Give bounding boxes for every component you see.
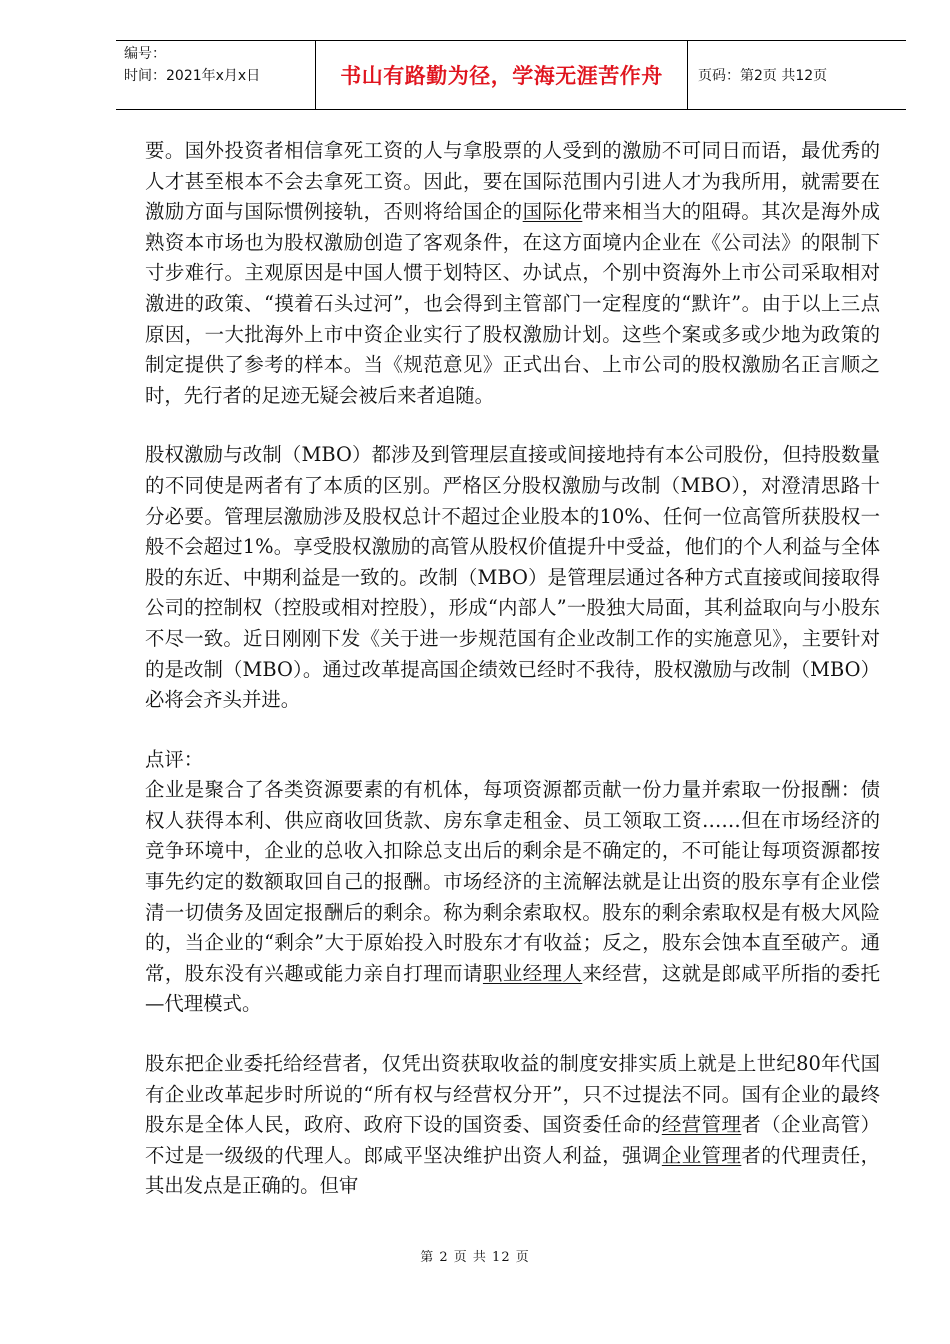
paragraph-3-text: 企业是聚合了各类资源要素的有机体，每项资源都贡献一份力量并索取一份报酬：债权人获得本利、供应商收回货款、房东拿走租金、员工领取工资……但在市场经济的竞争环境中，企业的总收入扣除总支出后的剩余是不确定的，不可能让每项资源都按事先约定的数额取回自己的报酬。市场经济的主流解法就是让出资的股东享有企业偿清一切债务及固定报酬后的剩余。称为剩余索取权。股东的剩余索取权是有极大风险的，当企业的“剩余”大于原始投入时股东才有收益；反之，股东会蚀本直至破产。通常，股东没有兴趣或能力亲自打理而请: [145, 778, 880, 985]
page-header: [116, 40, 906, 110]
link-internationalization[interactable]: 国际化: [522, 200, 583, 224]
paragraph-1-text: 要。国外投资者相信拿死工资的人与拿股票的人受到的激励不可同日而语，最优秀的人才甚至根本不会去拿死工资。因此，要在国际范围内引进人才为我所用，就需要在激励方面与国际惯例接轨，否则将给国企的: [145, 139, 880, 224]
header-motto: 书山有路勤为径，学海无涯苦作舟: [340, 64, 663, 88]
paragraph-1: [145, 136, 880, 411]
header-page-number: 页码：第2页 共12页: [698, 68, 828, 84]
document-time-label: 时间：2021年x月x日: [124, 68, 261, 84]
link-professional-manager[interactable]: 职业经理人: [482, 961, 583, 985]
paragraph-3: [145, 775, 880, 1020]
paragraph-4-text-mid: 者（企业高管）不过是一级级的代理人。郎咸平坚决维护出资人利益，强调: [145, 1113, 881, 1167]
paragraph-4-text-rest: 者的代理责任，其出发点是正确的。但审: [145, 1143, 881, 1198]
document-body: [145, 136, 880, 1202]
header-meta: [116, 41, 316, 109]
paragraph-4: [145, 1049, 880, 1202]
header-motto-cell: [316, 41, 688, 109]
page-footer: 第 2 页 共 12 页: [420, 1250, 530, 1265]
paragraph-4-text: 股东把企业委托给经营者，仅凭出资获取收益的制度安排实质上就是上世纪80年代国有企业改革起步时所说的“所有权与经营权分开”，只不过提法不同。国有企业的最终股东是全体人民，政府、政府下设的国资委、国资委任命的: [145, 1052, 880, 1137]
paragraph-1-text-rest: 带来相当大的阻碍。其次是海外成熟资本市场也为股权激励创造了客观条件，在这方面境内企业在《公司法》的限制下寸步难行。主观原因是中国人惯于划特区、办试点，个别中资海外上市公司采取相对激进的政策、“摸着石头过河”，也会得到主管部门一定程度的“默许”。由于以上三点原因，一大批海外上市中资企业实行了股权激励计划。这些个案或多或少地为政策的制定提供了参考的样本。当《规范意见》正式出台、上市公司的股权激励名正言顺之时，先行者的足迹无疑会被后来者追随。: [145, 200, 881, 407]
link-enterprise-management[interactable]: 企业管理: [661, 1143, 742, 1167]
paragraph-2: 股权激励与改制（MBO）都涉及到管理层直接或间接地持有本公司股份，但持股数量的不同使是两者有了本质的区别。严格区分股权激励与改制（MBO），对澄清思路十分必要。管理层激励涉及股权总计不超过企业股本的10%、任何一位高管所获股权一般不会超过1%。享受股权激励的高管从股权价值提升中受益，他们的个人利益与全体股的东近、中期利益是一致的。改制（MBO）是管理层通过各种方式直接或间接取得公司的控制权（控股或相对控股），形成“内部人”一股独大局面，其利益取向与小股东不尽一致。近日刚刚下发《关于进一步规范国有企业改制工作的实施意见》，主要针对的是改制（MBO）。通过改革提高国企绩效已经时不我待，股权激励与改制（MBO）必将会齐头并进。: [145, 443, 880, 712]
document-number-label: 编号：: [124, 46, 166, 62]
header-page-cell: [688, 41, 906, 109]
link-operation-management[interactable]: 经营管理: [661, 1113, 742, 1137]
paragraph-3-text-rest: 来经营，这就是郎咸平所指的委托—代理模式。: [145, 961, 881, 1016]
comment-label: 点评：: [145, 747, 204, 771]
